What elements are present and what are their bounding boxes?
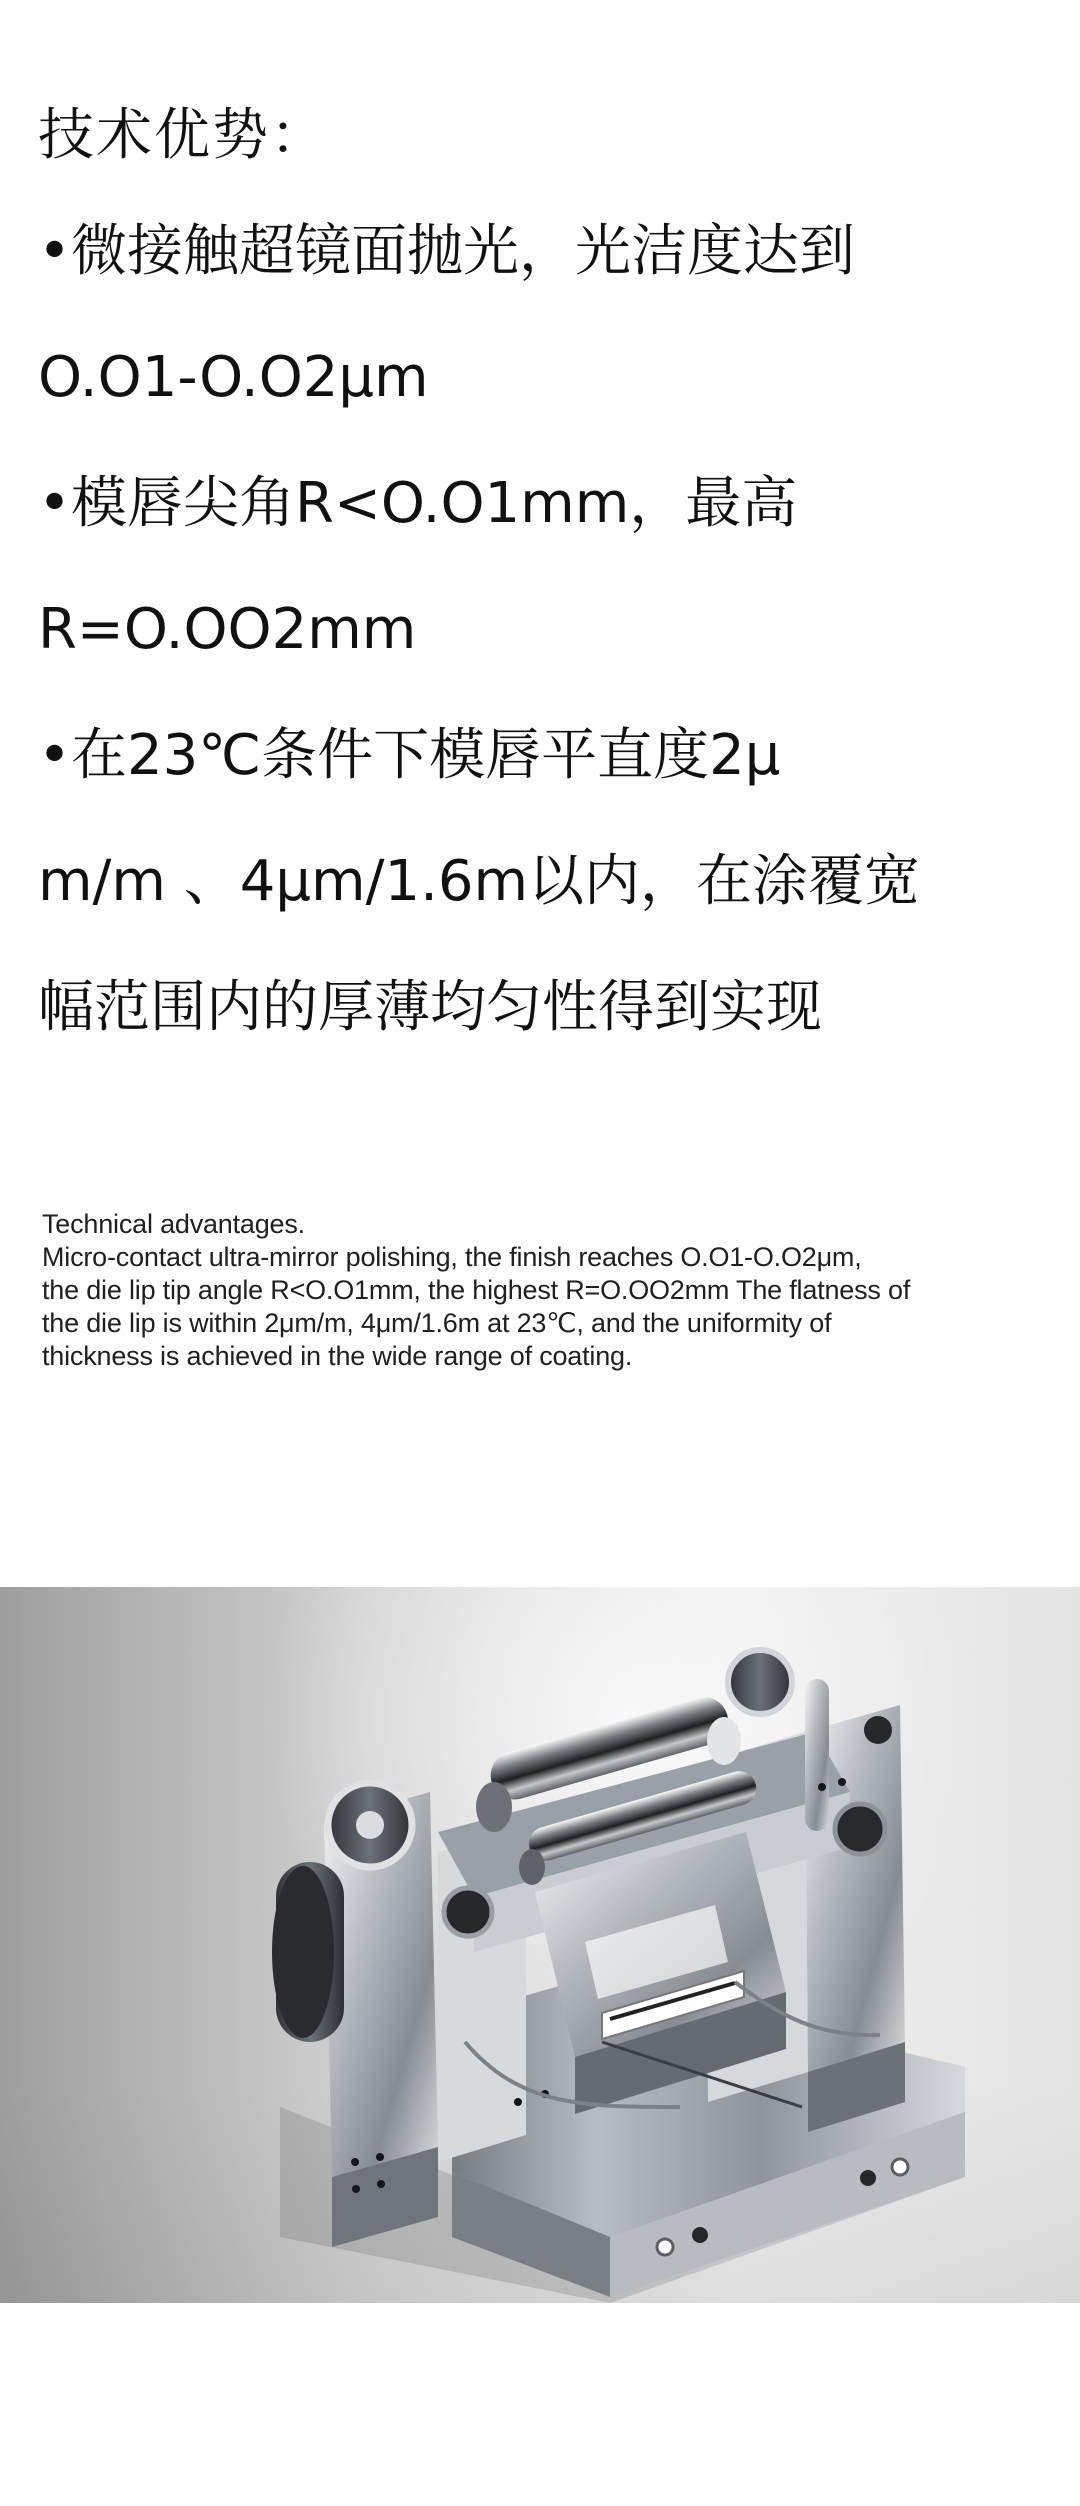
base-hole-icon [892, 2159, 908, 2175]
english-advantage-line: thickness is achieved in the wide range of coating. [42, 1341, 633, 1371]
coating-die-machine-image [0, 1587, 1080, 2303]
english-advantage-line: Technical advantages. [42, 1209, 305, 1239]
base-bolt-icon [692, 2227, 708, 2243]
chinese-advantage-line: •微接触超镜面抛光，光洁度达到 [38, 219, 856, 284]
chinese-advantage-line: •模唇尖角R<O.O1mm，最高 [38, 471, 798, 536]
left-handwheel-hub-icon [356, 1811, 384, 1839]
chinese-advantage-line: m/m 、4μm/1.6m以内，在涂覆宽 [38, 849, 921, 914]
base-bolt-icon [860, 2170, 876, 2186]
chinese-advantages-section [38, 103, 1048, 1071]
base-hole-icon [657, 2239, 673, 2255]
chinese-advantage-line: O.O1-O.O2μm [38, 345, 429, 410]
right-vertical-rod [805, 1679, 829, 1831]
english-advantage-line: Micro-contact ultra-mirror polishing, the finish reaches O.O1-O.O2μm, [42, 1242, 862, 1272]
left-knob-icon [444, 1888, 492, 1936]
chinese-title: 技术优势： [38, 103, 328, 168]
right-upper-knob-icon [864, 1716, 892, 1744]
right-top-wheel-icon [728, 1650, 792, 1714]
english-advantage-line: the die lip is within 2μm/m, 4μm/1.6m at 23℃, and the uniformity of [42, 1308, 832, 1338]
english-advantages-section [42, 1208, 1042, 1373]
english-advantage-line: the die lip tip angle R<O.O1mm, the highest R=O.OO2mm The flatness of [42, 1275, 911, 1305]
chinese-advantage-line: •在23℃条件下模唇平直度2μ [38, 723, 781, 788]
chinese-advantage-line: 幅范围内的厚薄均匀性得到实现 [38, 975, 822, 1040]
chinese-advantage-line: R=O.OO2mm [38, 597, 417, 662]
right-knob-icon [835, 1804, 885, 1854]
left-motor-front [272, 1866, 334, 2038]
coating-die-machine-illustration [0, 1587, 1080, 2303]
